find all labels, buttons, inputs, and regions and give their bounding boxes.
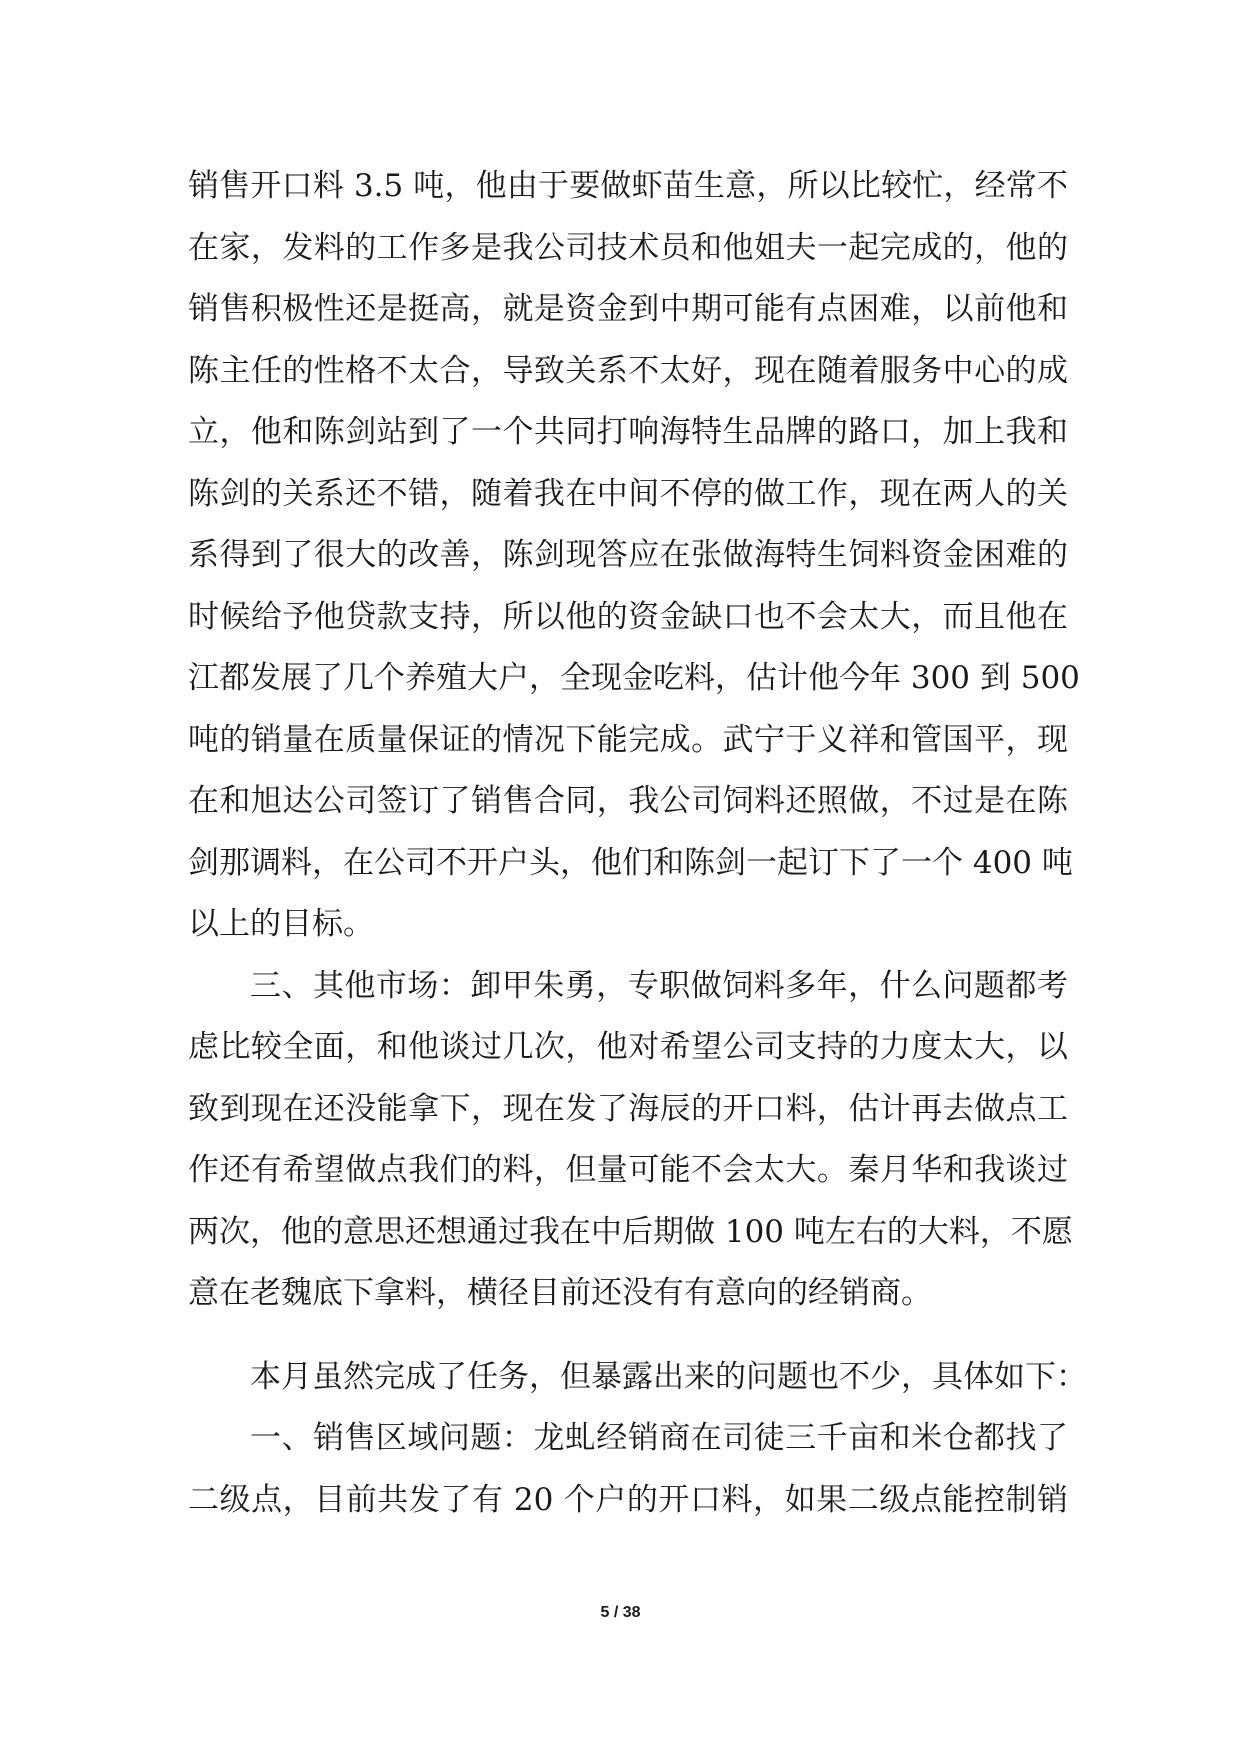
text-line: 吨的销量在质量保证的情况下能完成。武宁于义祥和管国平，现 xyxy=(188,721,1068,758)
text-line: 立，他和陈剑站到了一个共同打响海特生品牌的路口，加上我和 xyxy=(188,414,1068,450)
text-line: 一、销售区域问题：龙虬经销商在司徒三千亩和米仓都找了 xyxy=(250,1420,1068,1456)
text-line: 剑那调料，在公司不开户头，他们和陈剑一起订下了一个 400 吨 xyxy=(188,844,1073,881)
text-line: 陈主任的性格不太合，导致关系不太好，现在随着服务中心的成 xyxy=(188,352,1068,389)
text-line: 意在老魏底下拿料，横径目前还没有有意向的经销商。 xyxy=(188,1275,932,1311)
text-line: 在和旭达公司签订了销售合同，我公司饲料还照做，不过是在陈 xyxy=(188,783,1068,819)
text-line: 销售开口料 3.5 吨，他由于要做虾苗生意，所以比较忙，经常不 xyxy=(188,168,1068,204)
paragraph-gap xyxy=(188,1325,1068,1347)
text-line: 三、其他市场：卸甲朱勇，专职做饲料多年，什么问题都考 xyxy=(250,967,1068,1004)
page-number: 5 / 38 xyxy=(600,1604,641,1621)
text-line: 销售积极性还是挺高，就是资金到中期可能有点困难，以前他和 xyxy=(188,291,1068,327)
text-line: 作还有希望做点我们的料，但量可能不会太大。秦月华和我谈过 xyxy=(188,1152,1068,1188)
text-line: 两次，他的意思还想通过我在中后期做 100 吨左右的大料，不愿 xyxy=(188,1213,1073,1250)
text-line: 致到现在还没能拿下，现在发了海辰的开口料，估计再去做点工 xyxy=(188,1090,1068,1127)
text-line: 虑比较全面，和他谈过几次，他对希望公司支持的力度太大，以 xyxy=(188,1029,1068,1065)
text-line: 二级点，目前共发了有 20 个户的开口料，如果二级点能控制销 xyxy=(188,1481,1068,1518)
body-text xyxy=(188,156,1087,1531)
text-line: 江都发展了几个养殖大户，全现金吃料，估计他今年 300 到 500 xyxy=(188,660,1080,696)
text-line: 以上的目标。 xyxy=(188,906,374,942)
text-line: 系得到了很大的改善，陈剑现答应在张做海特生饲料资金困难的 xyxy=(188,537,1068,573)
text-line: 在家，发料的工作多是我公司技术员和他姐夫一起完成的，他的 xyxy=(188,229,1068,266)
text-line: 本月虽然完成了任务，但暴露出来的问题也不少，具体如下： xyxy=(250,1358,1087,1395)
text-line: 陈剑的关系还不错，随着我在中间不停的做工作，现在两人的关 xyxy=(188,475,1068,512)
text-line: 时候给予他贷款支持，所以他的资金缺口也不会太大，而且他在 xyxy=(188,598,1068,635)
